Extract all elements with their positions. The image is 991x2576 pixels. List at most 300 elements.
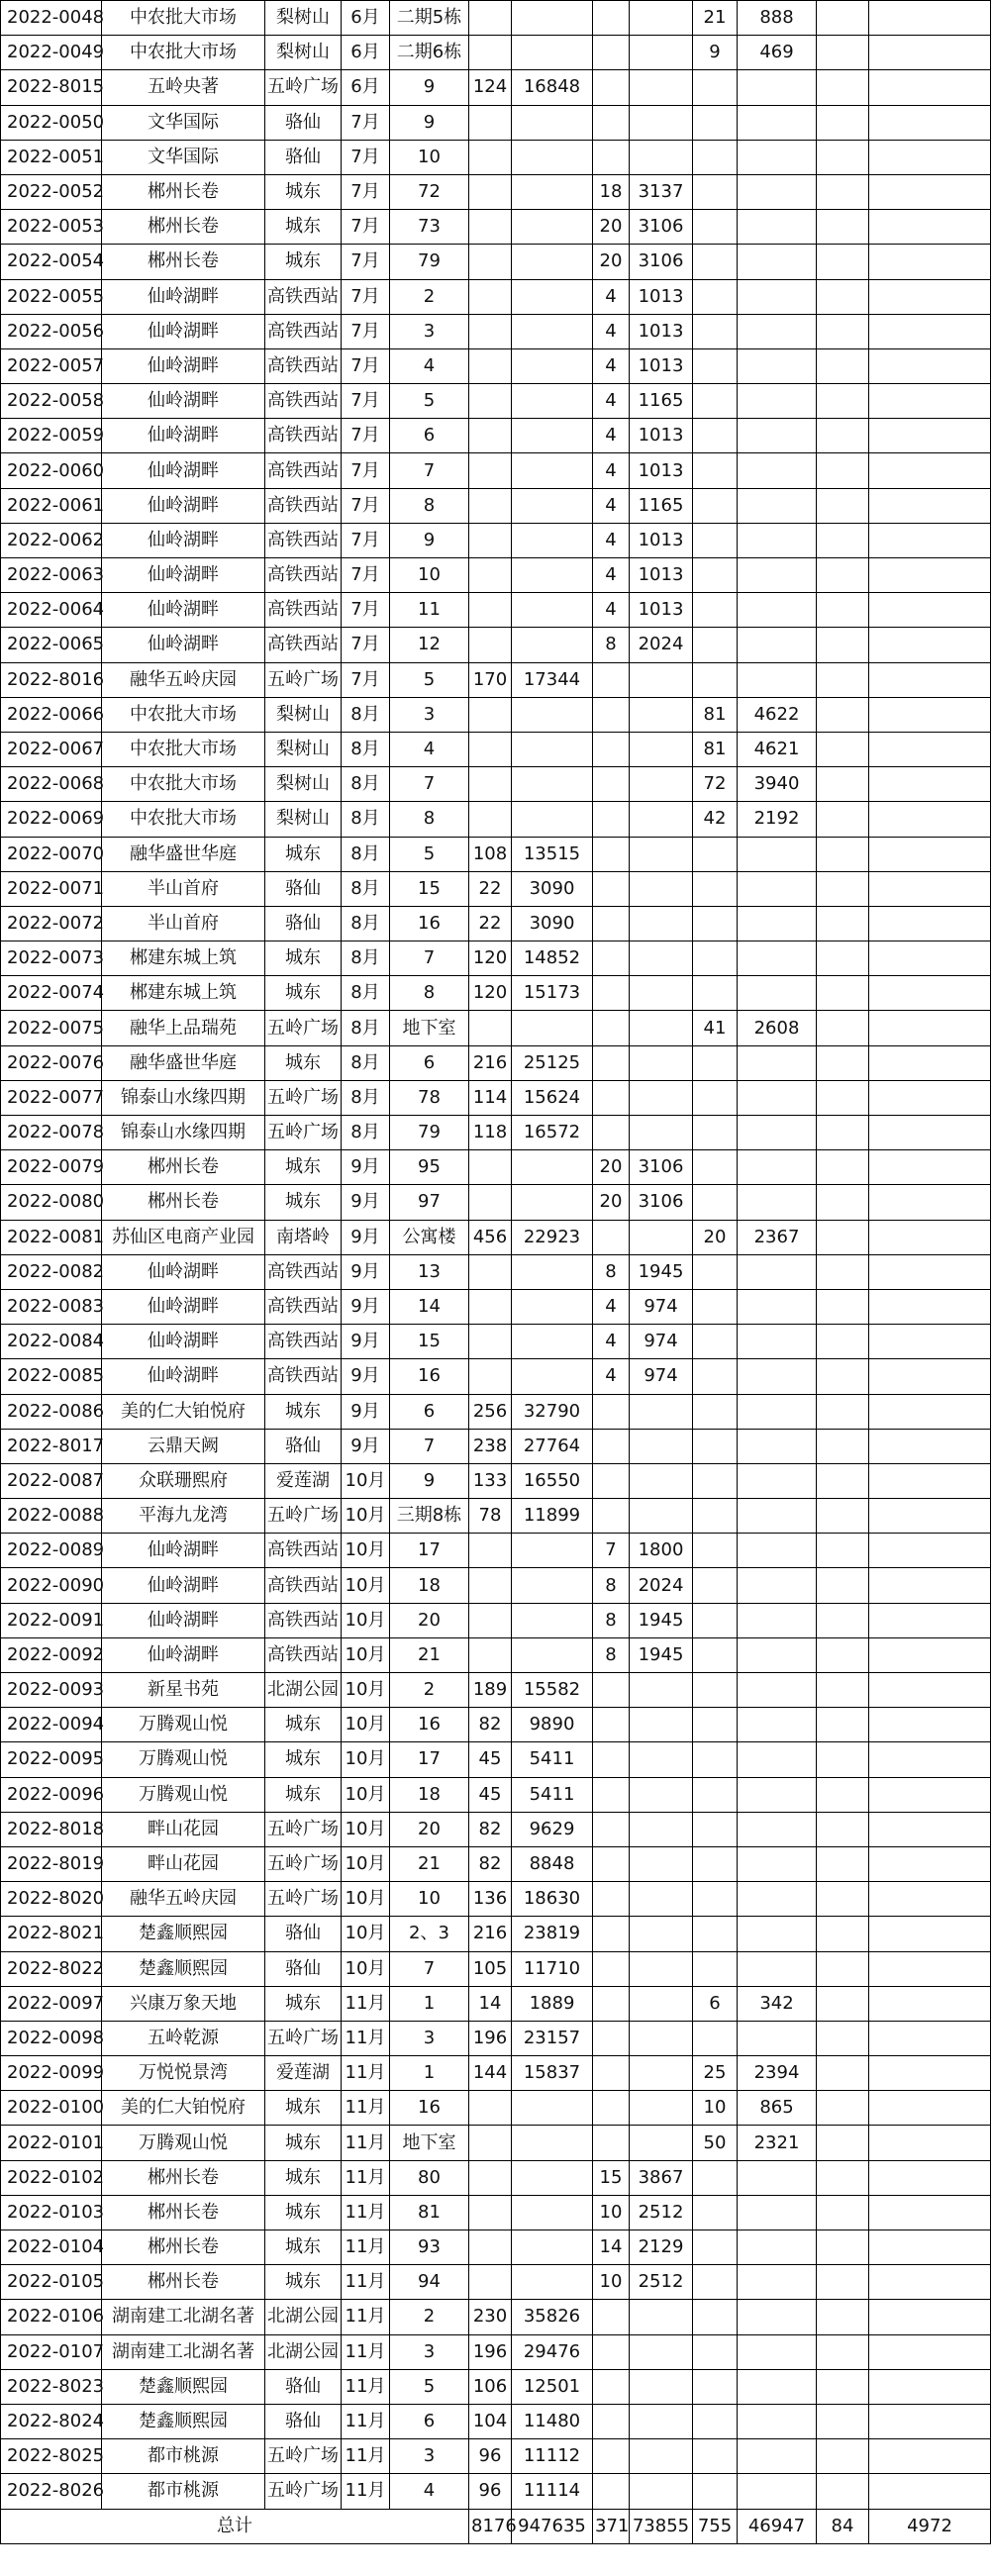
table-cell: 半山首府: [102, 906, 265, 941]
table-cell: [469, 558, 512, 593]
table-cell: 1945: [630, 1254, 693, 1289]
table-cell: 16: [390, 2091, 469, 2126]
table-cell: [693, 2334, 738, 2369]
table-cell: 974: [630, 1289, 693, 1324]
table-cell: 2022-0089: [1, 1534, 102, 1568]
table-cell: [693, 1359, 738, 1394]
table-cell: 6月: [342, 1, 390, 36]
table-cell: 8: [593, 1603, 630, 1637]
table-cell: [817, 1534, 869, 1568]
table-row: [1, 593, 991, 628]
table-cell: 10: [390, 558, 469, 593]
table-cell: [593, 1812, 630, 1846]
table-cell: 45: [469, 1777, 512, 1812]
table-cell: 2022-8020: [1, 1882, 102, 1917]
table-cell: 10月: [342, 1534, 390, 1568]
table-cell: 9月: [342, 1429, 390, 1463]
table-cell: [738, 2160, 817, 2195]
table-cell: 8月: [342, 1116, 390, 1150]
table-cell: [869, 453, 991, 488]
table-cell: [630, 1045, 693, 1080]
table-cell: 10月: [342, 1812, 390, 1846]
table-cell: [817, 1463, 869, 1498]
table-cell: 3: [390, 2334, 469, 2369]
table-row: [1, 2230, 991, 2265]
total-value: 73855: [630, 2509, 693, 2543]
table-cell: 都市桃源: [102, 2439, 265, 2474]
table-row: [1, 105, 991, 140]
table-cell: 骆仙: [265, 2369, 342, 2404]
table-cell: 29476: [512, 2334, 593, 2369]
table-cell: [630, 976, 693, 1011]
table-cell: [869, 2230, 991, 2265]
table-cell: 170: [469, 662, 512, 697]
table-cell: 3: [390, 2021, 469, 2055]
table-cell: [869, 1289, 991, 1324]
table-cell: 高铁西站: [265, 314, 342, 348]
table-cell: [738, 1289, 817, 1324]
table-cell: 1013: [630, 453, 693, 488]
table-cell: 仙岭湖畔: [102, 1534, 265, 1568]
table-cell: [593, 1917, 630, 1951]
table-cell: [693, 488, 738, 523]
table-cell: 18630: [512, 1882, 593, 1917]
table-cell: 2、3: [390, 1917, 469, 1951]
table-cell: [817, 2195, 869, 2229]
table-cell: 2022-0062: [1, 523, 102, 557]
table-cell: 9: [390, 105, 469, 140]
table-cell: [630, 2439, 693, 2474]
table-cell: 2022-0061: [1, 488, 102, 523]
table-cell: 888: [738, 1, 817, 36]
table-cell: 3867: [630, 2160, 693, 2195]
table-cell: [869, 2404, 991, 2438]
table-cell: 4: [390, 732, 469, 766]
table-row: [1, 1011, 991, 1045]
table-row: [1, 1220, 991, 1254]
table-row: [1, 2126, 991, 2160]
table-cell: 82: [469, 1708, 512, 1742]
table-cell: 20: [593, 1185, 630, 1220]
table-cell: [869, 2474, 991, 2509]
table-cell: [630, 802, 693, 837]
table-cell: 二期6栋: [390, 36, 469, 70]
table-cell: 北湖公园: [265, 2334, 342, 2369]
table-row: [1, 2265, 991, 2300]
table-cell: 2022-0104: [1, 2230, 102, 2265]
table-row: [1, 2160, 991, 2195]
table-cell: [593, 2021, 630, 2055]
table-cell: [869, 2160, 991, 2195]
table-cell: [593, 976, 630, 1011]
table-cell: [817, 732, 869, 766]
table-cell: 5: [390, 2369, 469, 2404]
table-cell: [869, 105, 991, 140]
table-cell: 2367: [738, 1220, 817, 1254]
table-cell: 1013: [630, 279, 693, 314]
table-cell: [469, 628, 512, 662]
table-cell: [512, 1603, 593, 1637]
table-cell: [630, 1882, 693, 1917]
table-cell: [512, 2160, 593, 2195]
table-cell: [693, 523, 738, 557]
table-cell: [869, 1, 991, 36]
table-cell: 22: [469, 906, 512, 941]
table-cell: [869, 1917, 991, 1951]
table-cell: [869, 1499, 991, 1534]
table-cell: 11月: [342, 2404, 390, 2438]
table-cell: 2024: [630, 628, 693, 662]
table-cell: 11月: [342, 2126, 390, 2160]
table-cell: 骆仙: [265, 1951, 342, 1986]
table-cell: 2022-0088: [1, 1499, 102, 1534]
table-cell: 2022-0051: [1, 140, 102, 174]
table-row: [1, 697, 991, 732]
table-cell: 高铁西站: [265, 1325, 342, 1359]
table-cell: [869, 1812, 991, 1846]
table-cell: 5: [390, 384, 469, 419]
table-cell: [512, 245, 593, 279]
table-cell: 3: [390, 2439, 469, 2474]
table-cell: 郴州长卷: [102, 245, 265, 279]
table-cell: [817, 1394, 869, 1429]
table-cell: 仙岭湖畔: [102, 384, 265, 419]
table-cell: 仙岭湖畔: [102, 348, 265, 383]
table-cell: 3940: [738, 767, 817, 802]
table-cell: [512, 210, 593, 245]
table-cell: 9: [693, 36, 738, 70]
table-cell: 8月: [342, 871, 390, 906]
table-cell: [593, 70, 630, 105]
table-cell: [869, 70, 991, 105]
table-cell: [817, 593, 869, 628]
table-cell: 仙岭湖畔: [102, 279, 265, 314]
table-cell: 城东: [265, 174, 342, 209]
table-cell: [593, 732, 630, 766]
table-cell: 8848: [512, 1846, 593, 1881]
table-cell: [869, 593, 991, 628]
table-cell: 2022-0092: [1, 1637, 102, 1672]
table-cell: [593, 140, 630, 174]
table-cell: [817, 348, 869, 383]
table-cell: [630, 1011, 693, 1045]
table-cell: 公寓楼: [390, 1220, 469, 1254]
table-row: [1, 1708, 991, 1742]
total-value: 4972: [869, 2509, 991, 2543]
table-cell: 仙岭湖畔: [102, 1254, 265, 1289]
table-cell: 地下室: [390, 2126, 469, 2160]
table-cell: [593, 1673, 630, 1708]
table-cell: [630, 1917, 693, 1951]
table-row: [1, 1359, 991, 1394]
table-cell: 2022-0082: [1, 1254, 102, 1289]
table-cell: [817, 1917, 869, 1951]
table-cell: 6: [390, 2404, 469, 2438]
table-cell: 湖南建工北湖名著: [102, 2334, 265, 2369]
table-row: [1, 1394, 991, 1429]
table-cell: 105: [469, 1951, 512, 1986]
table-cell: 2022-8018: [1, 1812, 102, 1846]
table-cell: 万腾观山悦: [102, 2126, 265, 2160]
table-cell: 2022-8025: [1, 2439, 102, 2474]
table-cell: 仙岭湖畔: [102, 1325, 265, 1359]
table-cell: [869, 802, 991, 837]
table-cell: [512, 2126, 593, 2160]
table-cell: [817, 384, 869, 419]
table-cell: 2022-0074: [1, 976, 102, 1011]
table-row: [1, 1986, 991, 2021]
table-cell: [817, 1882, 869, 1917]
table-cell: 6月: [342, 70, 390, 105]
table-cell: [738, 1568, 817, 1603]
table-cell: 7月: [342, 558, 390, 593]
table-cell: [469, 1289, 512, 1324]
table-row: [1, 976, 991, 1011]
table-cell: 高铁西站: [265, 593, 342, 628]
table-cell: [738, 2230, 817, 2265]
table-cell: 4: [593, 523, 630, 557]
table-cell: 中农批大市场: [102, 697, 265, 732]
table-row: [1, 419, 991, 453]
table-cell: [693, 174, 738, 209]
table-cell: 2022-0068: [1, 767, 102, 802]
table-cell: [693, 662, 738, 697]
table-cell: 120: [469, 941, 512, 976]
table-cell: 11480: [512, 2404, 593, 2438]
table-cell: 93: [390, 2230, 469, 2265]
table-cell: [738, 558, 817, 593]
table-row: [1, 1637, 991, 1672]
table-row: [1, 279, 991, 314]
table-cell: 五岭广场: [265, 1846, 342, 1881]
table-cell: 10: [390, 1882, 469, 1917]
table-cell: [869, 2300, 991, 2334]
table-cell: 2022-0064: [1, 593, 102, 628]
table-cell: [630, 1812, 693, 1846]
table-cell: [817, 2230, 869, 2265]
table-cell: 15837: [512, 2056, 593, 2091]
table-row: [1, 1951, 991, 1986]
table-cell: 7月: [342, 419, 390, 453]
table-cell: [593, 1742, 630, 1777]
table-cell: 城东: [265, 245, 342, 279]
table-cell: 11月: [342, 2230, 390, 2265]
table-cell: [817, 1289, 869, 1324]
table-cell: 23157: [512, 2021, 593, 2055]
table-cell: [817, 1846, 869, 1881]
table-cell: 万腾观山悦: [102, 1777, 265, 1812]
table-cell: 7月: [342, 279, 390, 314]
table-cell: [738, 488, 817, 523]
table-cell: 兴康万象天地: [102, 1986, 265, 2021]
table-cell: 9月: [342, 1325, 390, 1359]
table-cell: [693, 453, 738, 488]
table-cell: 16848: [512, 70, 593, 105]
table-cell: 8月: [342, 1011, 390, 1045]
table-row: [1, 1429, 991, 1463]
table-cell: [738, 1812, 817, 1846]
table-cell: [693, 1673, 738, 1708]
table-cell: [693, 1777, 738, 1812]
table-cell: 城东: [265, 1742, 342, 1777]
table-row: [1, 453, 991, 488]
table-cell: 10月: [342, 1708, 390, 1742]
table-cell: 2022-0050: [1, 105, 102, 140]
total-value: 46947: [738, 2509, 817, 2543]
table-cell: [469, 2126, 512, 2160]
table-cell: 楚鑫顺熙园: [102, 2404, 265, 2438]
table-cell: 仙岭湖畔: [102, 1568, 265, 1603]
table-cell: 72: [390, 174, 469, 209]
table-row: [1, 523, 991, 557]
table-cell: 1013: [630, 558, 693, 593]
table-row: [1, 1742, 991, 1777]
table-cell: 124: [469, 70, 512, 105]
table-cell: 南塔岭: [265, 1220, 342, 1254]
table-cell: [512, 2195, 593, 2229]
table-cell: 五岭乾源: [102, 2021, 265, 2055]
table-cell: 2: [390, 2300, 469, 2334]
table-cell: 11月: [342, 2474, 390, 2509]
table-cell: [693, 2021, 738, 2055]
table-cell: 14: [469, 1986, 512, 2021]
table-cell: 104: [469, 2404, 512, 2438]
table-cell: [869, 1359, 991, 1394]
table-cell: [869, 314, 991, 348]
table-cell: 189: [469, 1673, 512, 1708]
table-cell: [869, 488, 991, 523]
table-row: [1, 2369, 991, 2404]
table-cell: 2022-0085: [1, 1359, 102, 1394]
table-cell: 456: [469, 1220, 512, 1254]
table-cell: [630, 697, 693, 732]
table-cell: [469, 2230, 512, 2265]
table-cell: [738, 2265, 817, 2300]
table-cell: 2022-0073: [1, 941, 102, 976]
table-cell: [512, 314, 593, 348]
table-cell: 15: [593, 2160, 630, 2195]
table-cell: [630, 2300, 693, 2334]
table-cell: [693, 1045, 738, 1080]
table-cell: [869, 2021, 991, 2055]
table-cell: 82: [469, 1812, 512, 1846]
table-cell: 2022-0103: [1, 2195, 102, 2229]
table-cell: [593, 1986, 630, 2021]
table-cell: 郴州长卷: [102, 2230, 265, 2265]
table-cell: [630, 1394, 693, 1429]
table-cell: [693, 279, 738, 314]
table-cell: 11月: [342, 2160, 390, 2195]
table-cell: [869, 2439, 991, 2474]
table-cell: [593, 1116, 630, 1150]
table-cell: 95: [390, 1150, 469, 1185]
table-cell: [512, 36, 593, 70]
table-cell: 2022-8022: [1, 1951, 102, 1986]
table-cell: 10: [593, 2195, 630, 2229]
table-cell: [817, 1359, 869, 1394]
table-cell: 2022-8017: [1, 1429, 102, 1463]
table-cell: [817, 2126, 869, 2160]
table-row: [1, 732, 991, 766]
table-cell: [738, 1463, 817, 1498]
table-cell: 2022-0107: [1, 2334, 102, 2369]
table-cell: 高铁西站: [265, 523, 342, 557]
table-cell: [593, 2369, 630, 2404]
table-cell: [869, 976, 991, 1011]
table-cell: [738, 1150, 817, 1185]
table-cell: 1889: [512, 1986, 593, 2021]
table-cell: 11月: [342, 2334, 390, 2369]
table-cell: 11: [390, 593, 469, 628]
table-cell: [693, 871, 738, 906]
table-cell: 3: [390, 697, 469, 732]
table-cell: 城东: [265, 941, 342, 976]
table-cell: [817, 1568, 869, 1603]
table-cell: 50: [693, 2126, 738, 2160]
table-cell: [817, 1742, 869, 1777]
table-cell: 32790: [512, 1394, 593, 1429]
table-row: [1, 1603, 991, 1637]
table-cell: [593, 2474, 630, 2509]
table-cell: [693, 941, 738, 976]
table-cell: [693, 1080, 738, 1115]
table-cell: [693, 2369, 738, 2404]
table-cell: [469, 523, 512, 557]
table-cell: [869, 1673, 991, 1708]
table-cell: [738, 1951, 817, 1986]
table-row: [1, 2056, 991, 2091]
table-cell: [630, 1986, 693, 2021]
table-cell: 2022-8016: [1, 662, 102, 697]
table-cell: 万腾观山悦: [102, 1742, 265, 1777]
table-cell: 城东: [265, 1986, 342, 2021]
table-cell: [738, 906, 817, 941]
total-value: 755: [693, 2509, 738, 2543]
table-cell: 2192: [738, 802, 817, 837]
table-cell: [693, 1742, 738, 1777]
table-cell: 郴州长卷: [102, 1185, 265, 1220]
table-cell: [693, 628, 738, 662]
table-cell: [738, 523, 817, 557]
table-cell: 2022-8021: [1, 1917, 102, 1951]
table-cell: [512, 2265, 593, 2300]
table-cell: [869, 1742, 991, 1777]
table-cell: 10月: [342, 1603, 390, 1637]
table-cell: [512, 802, 593, 837]
table-cell: 10月: [342, 1846, 390, 1881]
table-cell: 2022-0094: [1, 1708, 102, 1742]
table-cell: 梨树山: [265, 697, 342, 732]
table-cell: [469, 593, 512, 628]
table-cell: [738, 105, 817, 140]
table-cell: 8月: [342, 767, 390, 802]
table-cell: 15: [390, 1325, 469, 1359]
table-cell: [869, 245, 991, 279]
table-cell: 高铁西站: [265, 488, 342, 523]
table-cell: 2022-0105: [1, 2265, 102, 2300]
table-cell: 97: [390, 1185, 469, 1220]
table-cell: 2022-0049: [1, 36, 102, 70]
table-cell: 27764: [512, 1429, 593, 1463]
table-cell: 10: [593, 2265, 630, 2300]
table-cell: [817, 871, 869, 906]
table-cell: 高铁西站: [265, 348, 342, 383]
table-cell: [469, 140, 512, 174]
table-cell: 2022-0065: [1, 628, 102, 662]
table-cell: 郴州长卷: [102, 210, 265, 245]
table-cell: [817, 558, 869, 593]
table-cell: [869, 1603, 991, 1637]
